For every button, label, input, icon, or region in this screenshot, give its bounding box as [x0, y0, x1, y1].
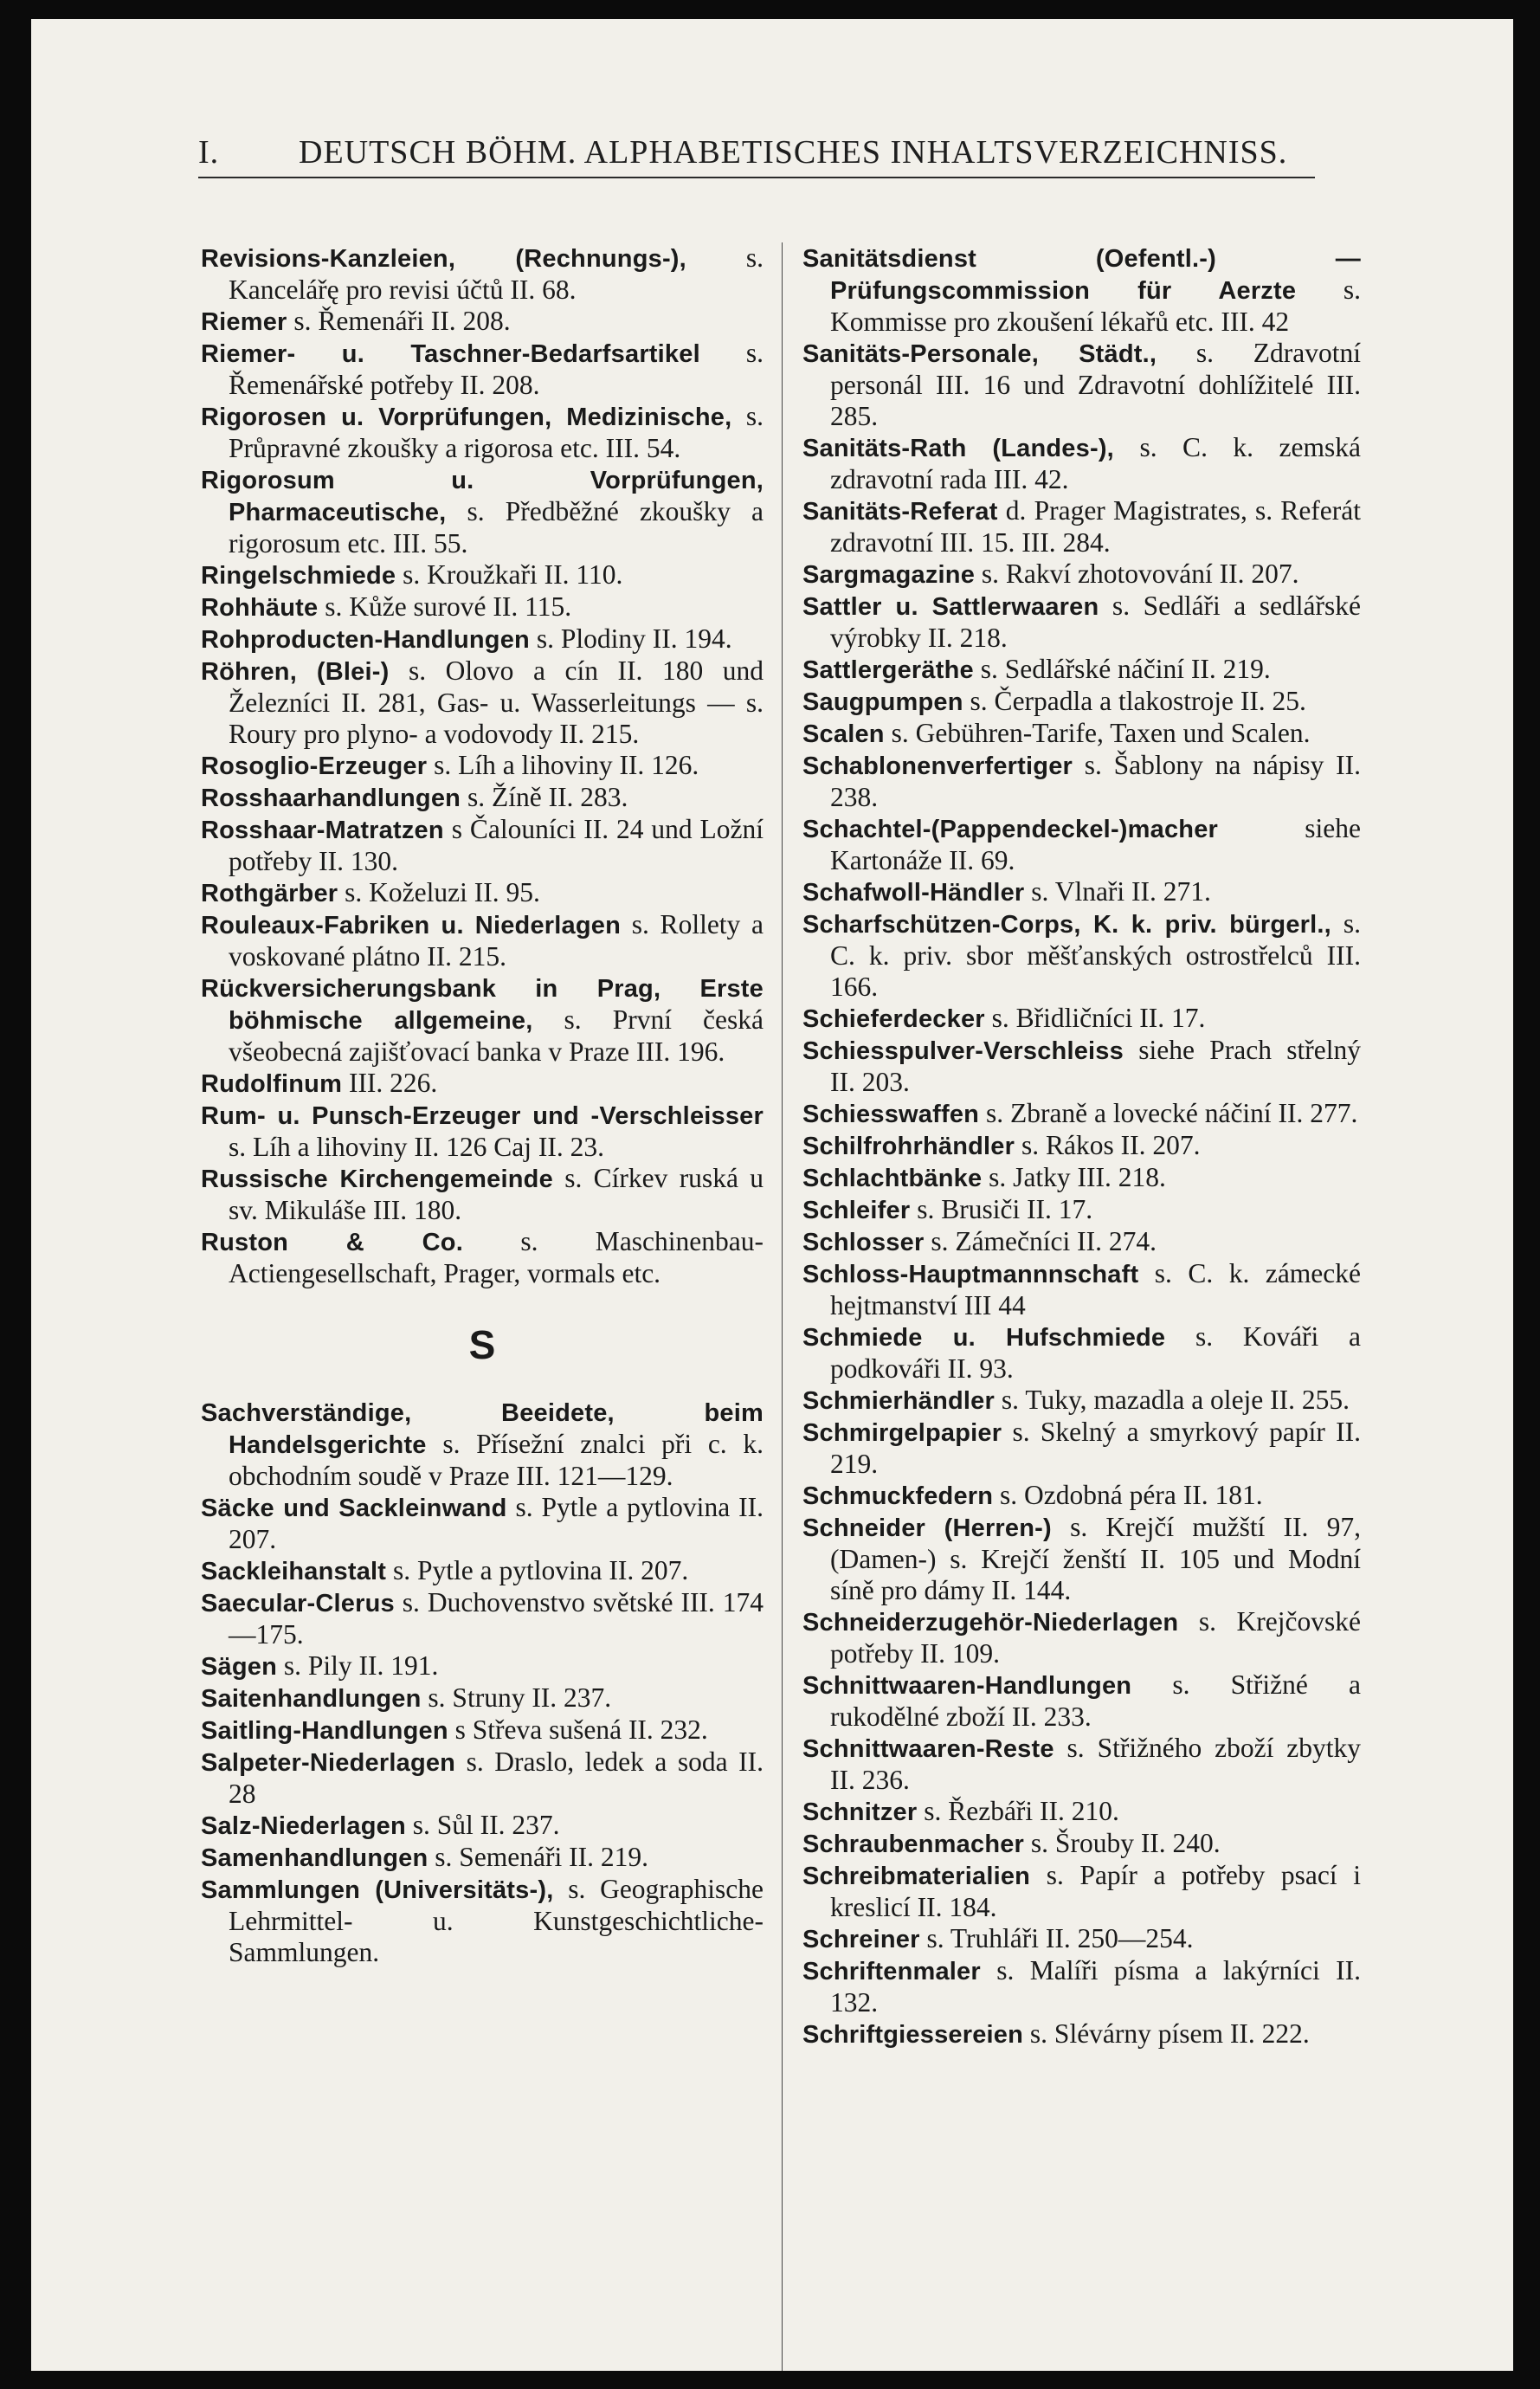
section-letter-s: S — [468, 1322, 496, 1367]
entry-reference: s. Maschinenbau-Actiengesellschaft, Prager, vormals etc. — [229, 1226, 764, 1288]
index-entry — [802, 338, 1361, 432]
index-entry — [201, 1810, 764, 1842]
entry-reference: s. Přísežní znalci při c. k. obchodním soudě v Praze III. 121—129. — [229, 1429, 764, 1491]
entry-term: Schleifer — [802, 1197, 911, 1224]
entry-term: Schmirgelpapier — [802, 1419, 1002, 1447]
entry-term: Rosshaarhandlungen — [201, 784, 461, 812]
index-entry — [201, 464, 764, 559]
index-entry — [802, 1923, 1361, 1955]
entry-reference: s. Žíně II. 283. — [461, 782, 628, 812]
entry-term: Schnitzer — [802, 1798, 918, 1826]
entry-reference: s. Krejčí mužští II. 97, (Damen-) s. Krejčí ženští II. 105 und Modní síně pro dámy II. 144. — [830, 1512, 1362, 1605]
index-entry — [802, 908, 1361, 1003]
entry-reference: s. Brusiči II. 17. — [910, 1194, 1093, 1224]
entry-term: Schlachtbänke — [802, 1165, 983, 1192]
index-entry — [802, 1480, 1361, 1512]
index-entry — [802, 1385, 1361, 1417]
entry-term: Schneiderzugehör-Niederlagen — [802, 1609, 1179, 1637]
entry-term: Schmuckfedern — [802, 1482, 994, 1510]
index-entry — [201, 655, 764, 750]
entry-term: Schloss-Hauptmannnschaft — [802, 1261, 1139, 1288]
index-entry — [802, 1733, 1361, 1796]
index-entry — [802, 1162, 1361, 1194]
index-entry — [201, 1226, 764, 1289]
entry-reference: s. Semenáři II. 219. — [428, 1842, 648, 1872]
entry-term: Rosoglio-Erzeuger — [201, 752, 428, 780]
index-entry — [201, 306, 764, 338]
index-entry — [201, 623, 764, 655]
entry-reference: s. Zbraně a lovecké náčiní II. 277. — [979, 1098, 1358, 1128]
entry-reference: s. Struny II. 237. — [421, 1682, 612, 1713]
entry-reference: s. Šrouby II. 240. — [1024, 1828, 1221, 1858]
entry-term: Säcke und Sackleinwand — [201, 1495, 507, 1522]
entry-term: Riemer — [201, 308, 287, 336]
entry-term: Revisions-Kanzleien, (Rechnungs-), — [201, 245, 686, 273]
index-entry — [802, 686, 1361, 718]
entry-term: Salz-Niederlagen — [201, 1812, 406, 1840]
entry-reference: s. Sedláři a sedlářské výrobky II. 218. — [830, 591, 1361, 653]
index-entry — [802, 654, 1361, 686]
entry-term: Schriftenmaler — [802, 1958, 981, 1985]
entry-reference: s. Slévárny písem II. 222. — [1023, 2018, 1310, 2049]
entry-reference: s. C. k. priv. sbor měšťanských ostrostřelců III. 166. — [830, 908, 1361, 1002]
index-entry — [802, 1828, 1361, 1860]
right-column — [802, 242, 1361, 2050]
entry-reference: s. C. k. zemská zdravotní rada III. 42. — [830, 432, 1361, 494]
entry-reference: s. Střižné a rukodělné zboží II. 233. — [830, 1669, 1361, 1732]
entry-term: Rudolfinum — [201, 1070, 343, 1098]
entry-term: Sackleihanstalt — [201, 1558, 387, 1585]
entry-reference: s. Kováři a podkováři II. 93. — [830, 1321, 1361, 1384]
entry-reference: s. Olovo a cín II. 180 und Železníci II. 281, Gas- u. Wasserleitungs — s. Roury pro plyno- a vodovody II. 215. — [229, 655, 764, 749]
entry-reference: s. Předběžné zkoušky a rigorosum etc. III. 55. — [229, 496, 764, 559]
index-entry — [802, 750, 1361, 813]
entry-reference: III. 226. — [342, 1068, 438, 1098]
entry-term: Russische Kirchengemeinde — [201, 1165, 553, 1193]
index-entry — [201, 1714, 764, 1747]
entry-term: Schreibmaterialien — [802, 1863, 1031, 1890]
index-entry — [201, 782, 764, 814]
index-entry — [201, 591, 764, 623]
index-entry — [802, 1417, 1361, 1480]
entry-term: Rigorosum u. Vorprüfungen, Pharmaceutische, — [201, 467, 764, 526]
index-entry — [802, 1955, 1361, 2018]
entry-reference: s. Malíři písma a lakýrníci II. 132. — [830, 1955, 1361, 2018]
entry-term: Rum- u. Punsch-Erzeuger und -Verschleisser — [201, 1102, 764, 1130]
index-entry — [201, 1842, 764, 1874]
index-entry — [802, 1098, 1361, 1130]
entry-term: Rigorosen u. Vorprüfungen, Medizinische, — [201, 404, 732, 431]
entry-reference: s. Krejčovské potřeby II. 109. — [830, 1606, 1361, 1669]
entry-reference: s. Líh a lihoviny II. 126 Caj II. 23. — [229, 1132, 604, 1162]
column-divider — [782, 242, 783, 2371]
entry-reference: s. Ozdobná péra II. 181. — [993, 1480, 1263, 1510]
entry-reference: s. Průpravné zkoušky a rigorosa etc. III. 54. — [229, 401, 764, 463]
index-entry — [802, 1194, 1361, 1226]
entry-term: Schnittwaaren-Handlungen — [802, 1672, 1132, 1700]
entry-reference: s Střeva sušená II. 232. — [448, 1714, 708, 1745]
entry-term: Saitenhandlungen — [201, 1685, 422, 1713]
entry-term: Sanitäts-Rath (Landes-), — [802, 435, 1114, 462]
entry-reference: s. Geographische Lehrmittel- u. Kunstgeschichtliche-Sammlungen. — [229, 1874, 764, 1967]
index-entry — [802, 1669, 1361, 1733]
entry-term: Schieferdecker — [802, 1005, 985, 1033]
entry-term: Samenhandlungen — [201, 1844, 428, 1872]
entry-reference: s. Tuky, mazadla a oleje II. 255. — [995, 1385, 1350, 1415]
entry-reference: s. Střižného zboží zbytky II. 236. — [830, 1733, 1361, 1795]
index-entry — [201, 338, 764, 401]
entry-reference: s. Kroužkaři II. 110. — [396, 559, 623, 590]
entry-reference: s. Duchovenstvo světské III. 174—175. — [229, 1587, 764, 1650]
page-number: I. — [198, 134, 220, 171]
index-entry — [802, 1606, 1361, 1669]
entry-term: Schnittwaaren-Reste — [802, 1735, 1054, 1763]
entry-reference: s. Řemenářské potřeby II. 208. — [229, 338, 764, 400]
entry-reference: s. Plodiny II. 194. — [529, 623, 732, 654]
entry-term: Schafwoll-Händler — [802, 879, 1025, 907]
entry-reference: siehe Prach střelný II. 203. — [830, 1035, 1361, 1097]
index-entry — [802, 1003, 1361, 1035]
entry-reference: s. Čerpadla a tlakostroje II. 25. — [963, 686, 1306, 716]
entry-reference: s Čalouníci II. 24 und Ložní potřeby II. 130. — [229, 814, 764, 876]
index-entry — [201, 1397, 764, 1492]
index-entry — [802, 591, 1361, 654]
entry-term: Ringelschmiede — [201, 562, 396, 590]
entry-term: Sägen — [201, 1653, 278, 1681]
index-entry — [201, 242, 764, 306]
entry-term: Rothgärber — [201, 880, 338, 907]
entry-term: Rosshaar-Matratzen — [201, 817, 444, 844]
index-entry — [201, 1682, 764, 1714]
entry-term: Salpeter-Niederlagen — [201, 1749, 456, 1777]
index-entry — [201, 1068, 764, 1100]
entry-term: Rouleaux-Fabriken u. Niederlagen — [201, 912, 622, 939]
index-entry — [802, 1130, 1361, 1162]
index-entry — [201, 1555, 764, 1587]
entry-reference: s. Skelný a smyrkový papír II. 219. — [830, 1417, 1361, 1479]
index-entry — [201, 1100, 764, 1163]
entry-term: Scharfschützen-Corps, K. k. priv. bürgerl., — [802, 911, 1331, 939]
index-entry — [201, 559, 764, 591]
entry-term: Schreiner — [802, 1926, 920, 1953]
entry-reference: s. Kommisse pro zkoušení lékařů etc. III. 42 — [830, 274, 1361, 337]
entry-reference: s. Koželuzi II. 95. — [338, 877, 540, 907]
entry-term: Sachverständige, Beeidete, beim Handelsgerichte — [201, 1399, 764, 1459]
index-entry — [802, 1035, 1361, 1098]
entry-reference: s. Sůl II. 237. — [405, 1810, 560, 1840]
entry-reference: s. Rollety a voskované plátno II. 215. — [229, 909, 764, 972]
entry-reference: siehe Kartonáže II. 69. — [830, 813, 1361, 875]
index-entry — [201, 1874, 764, 1968]
entry-reference: s. Zámečníci II. 274. — [924, 1226, 1157, 1256]
entry-term: Schneider (Herren-) — [802, 1514, 1052, 1542]
entry-reference: s. Pytle a pytlovina II. 207. — [386, 1555, 689, 1585]
entry-term: Schachtel-(Pappendeckel-)macher — [802, 816, 1219, 843]
index-entry — [802, 1258, 1361, 1321]
entry-term: Sammlungen (Universitäts-), — [201, 1876, 554, 1904]
entry-reference: s. Zdravotní personál III. 16 und Zdravotní dohlížitelé III. 285. — [830, 338, 1361, 431]
entry-term: Schiesspulver-Verschleiss — [802, 1037, 1124, 1065]
index-entry — [201, 909, 764, 972]
index-entry — [802, 718, 1361, 750]
entry-term: Schraubenmacher — [802, 1830, 1025, 1858]
index-entry — [802, 813, 1361, 876]
entry-term: Schmierhändler — [802, 1387, 995, 1415]
index-entry — [802, 559, 1361, 591]
entry-term: Schmiede u. Hufschmiede — [802, 1324, 1166, 1352]
index-entry — [201, 750, 764, 782]
entry-term: Schablonenverfertiger — [802, 752, 1073, 780]
entry-term: Saugpumpen — [802, 688, 963, 716]
entry-reference: s. Rákos II. 207. — [1015, 1130, 1201, 1160]
entry-term: Schilfrohrhändler — [802, 1133, 1015, 1160]
index-entry — [802, 1321, 1361, 1385]
entry-reference: s. Vlnaři II. 271. — [1024, 876, 1211, 907]
entry-term: Schiesswaffen — [802, 1101, 980, 1128]
entry-term: Saecular-Clerus — [201, 1590, 395, 1617]
index-entry — [802, 1796, 1361, 1828]
index-entry — [802, 2018, 1361, 2050]
entry-reference: s. Truhláři II. 250—254. — [919, 1923, 1194, 1953]
index-entry — [201, 877, 764, 909]
entry-reference: s. Draslo, ledek a soda II. 28 — [229, 1747, 764, 1809]
right-entries-s — [802, 242, 1361, 2050]
left-entries-r — [201, 242, 764, 1289]
entry-reference: d. Prager Magistrates, s. Referát zdravotní III. 15. III. 284. — [830, 495, 1361, 558]
entry-reference: s. Papír a potřeby psací i kreslicí II. 184. — [830, 1860, 1361, 1922]
entry-reference: s. První česká všeobecná zajišťovací banka v Praze III. 196. — [229, 1004, 764, 1067]
entry-term: Saitling-Handlungen — [201, 1717, 448, 1745]
index-entry — [802, 876, 1361, 908]
left-entries-s — [201, 1397, 764, 1968]
entry-term: Sanitäts-Referat — [802, 498, 998, 526]
index-entry — [802, 495, 1361, 559]
entry-reference: s. C. k. zámecké hejtmanství III 44 — [830, 1258, 1361, 1320]
page-title: DEUTSCH BÖHM. ALPHABETISCHES INHALTSVERZEICHNISS. — [299, 134, 1288, 171]
entry-reference: s. Kůže surové II. 115. — [318, 591, 572, 622]
entry-reference: s. Gebühren-Tarife, Taxen und Scalen. — [884, 718, 1311, 748]
index-entry — [201, 1163, 764, 1226]
entry-reference: s. Šablony na nápisy II. 238. — [830, 750, 1361, 812]
entry-term: Schlosser — [802, 1229, 925, 1256]
index-entry — [201, 1587, 764, 1650]
entry-reference: s. Pytle a pytlovina II. 207. — [229, 1492, 764, 1554]
index-entry — [201, 401, 764, 464]
entry-reference: s. Pily II. 191. — [277, 1650, 439, 1681]
entry-term: Sattler u. Sattlerwaaren — [802, 593, 1099, 621]
scanned-page — [31, 19, 1513, 2371]
index-entry — [201, 1492, 764, 1555]
entry-term: Sargmagazine — [802, 561, 976, 589]
entry-term: Sanitätsdienst (Oefentl.-) — Prüfungscommission für Aerzte — [802, 245, 1361, 305]
entry-term: Rohhäute — [201, 594, 319, 622]
index-entry — [201, 972, 764, 1068]
entry-reference: s. Řemenáři II. 208. — [287, 306, 511, 336]
entry-term: Ruston & Co. — [201, 1229, 463, 1256]
index-entry — [201, 814, 764, 877]
index-entry — [802, 432, 1361, 495]
entry-term: Schriftgiessereien — [802, 2021, 1024, 2049]
index-entry — [802, 1226, 1361, 1258]
index-entry — [201, 1650, 764, 1682]
entry-term: Scalen — [802, 720, 885, 748]
index-entry — [201, 1747, 764, 1810]
entry-reference: s. Rakví zhotovování II. 207. — [975, 559, 1299, 589]
entry-term: Rückversicherungsbank in Prag, Erste böhmische allgemeine, — [201, 975, 764, 1035]
entry-reference: s. Sedlářské náčiní II. 219. — [973, 654, 1271, 684]
header-rule — [198, 177, 1315, 178]
entry-reference: s. Církev ruská u sv. Mikuláše III. 180. — [229, 1163, 764, 1225]
running-header — [198, 128, 1315, 180]
index-entry — [802, 1860, 1361, 1923]
left-column — [201, 242, 764, 1968]
entry-reference: s. Kancelářę pro revisi účtů II. 68. — [229, 242, 764, 305]
index-entry — [802, 242, 1361, 338]
entry-term: Rohproducten-Handlungen — [201, 626, 530, 654]
entry-term: Sattlergeräthe — [802, 656, 974, 684]
index-entry — [802, 1512, 1361, 1606]
entry-reference: s. Řezbáři II. 210. — [917, 1796, 1119, 1826]
entry-reference: s. Jatky III. 218. — [982, 1162, 1166, 1192]
entry-reference: s. Břidličníci II. 17. — [984, 1003, 1206, 1033]
entry-term: Riemer- u. Taschner-Bedarfsartikel — [201, 340, 700, 368]
entry-reference: s. Líh a lihoviny II. 126. — [427, 750, 699, 780]
entry-term: Sanitäts-Personale, Städt., — [802, 340, 1157, 368]
entry-term: Röhren, (Blei-) — [201, 658, 390, 686]
